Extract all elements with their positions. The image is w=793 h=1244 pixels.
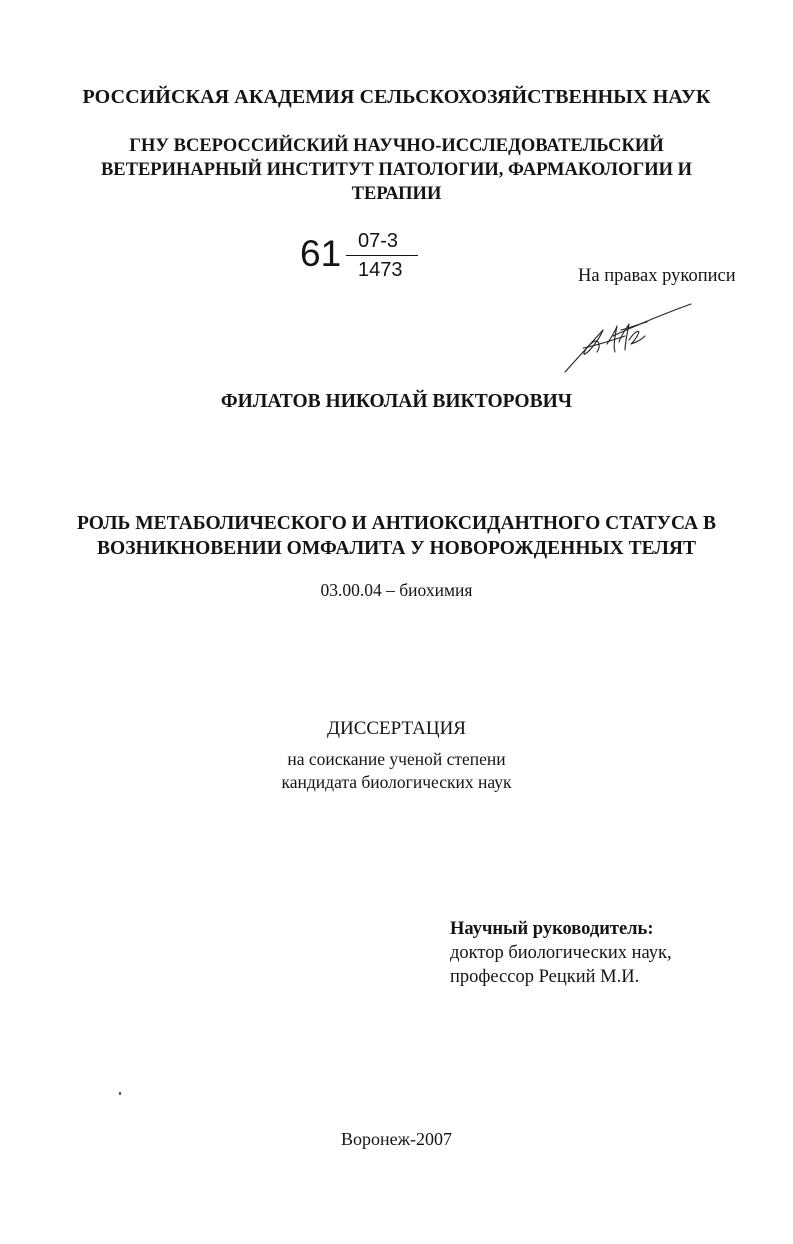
catalog-code-fraction-line xyxy=(346,255,418,256)
catalog-code-main: 61 xyxy=(300,233,342,274)
title-line: ВОЗНИКНОВЕНИИ ОМФАЛИТА У НОВОРОЖДЕННЫХ ТЕЛЯТ xyxy=(97,538,696,559)
work-type: ДИССЕРТАЦИЯ xyxy=(327,718,466,739)
supervisor-degree: доктор биологических наук, xyxy=(450,943,672,963)
author-name: ФИЛАТОВ НИКОЛАЙ ВИКТОРОВИЧ xyxy=(220,391,573,412)
rights-note: На правах рукописи xyxy=(578,266,736,286)
catalog-code-numerator: 07-3 xyxy=(358,230,399,252)
catalog-code-denominator: 1473 xyxy=(358,259,403,281)
degree-line: на соискание ученой степени xyxy=(287,749,506,769)
supervisor-name: профессор Рецкий М.И. xyxy=(450,967,640,987)
institute-line: ГНУ ВСЕРОССИЙСКИЙ НАУЧНО-ИССЛЕДОВАТЕЛЬСКИЙ xyxy=(129,136,664,156)
degree-description xyxy=(0,748,793,794)
scan-speck xyxy=(119,1092,121,1095)
institute-line: ТЕРАПИИ xyxy=(351,184,442,204)
academy-name: РОССИЙСКАЯ АКАДЕМИЯ СЕЛЬСКОХОЗЯЙСТВЕННЫХ НАУК xyxy=(82,86,711,108)
supervisor-block xyxy=(450,917,672,989)
title-line: РОЛЬ МЕТАБОЛИЧЕСКОГО И АНТИОКСИДАНТНОГО СТАТУСА В xyxy=(76,513,717,534)
degree-line: кандидата биологических наук xyxy=(281,772,512,792)
city-year: Воронеж-2007 xyxy=(340,1129,453,1149)
supervisor-label: Научный руководитель: xyxy=(450,919,654,939)
institute-line: ВЕТЕРИНАРНЫЙ ИНСТИТУТ ПАТОЛОГИИ, ФАРМАКОЛОГИИ И xyxy=(100,160,693,180)
signature xyxy=(555,296,695,378)
institute-name xyxy=(0,134,793,206)
dissertation-title xyxy=(0,511,793,561)
specialty-code: 03.00.04 – биохимия xyxy=(320,580,473,600)
